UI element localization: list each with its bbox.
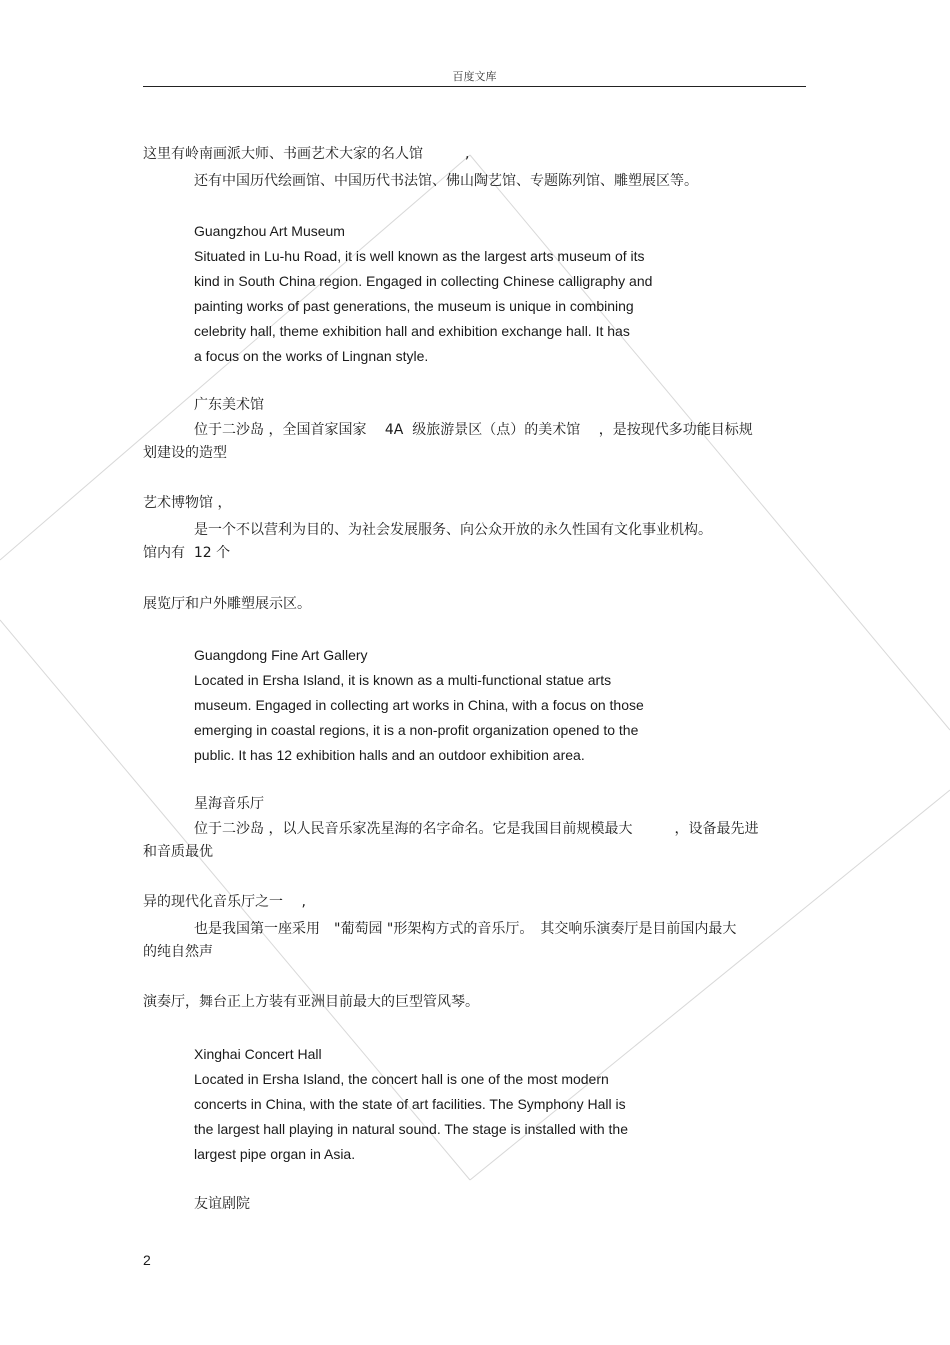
section-title-guangdong-museum: 广东美术馆: [194, 397, 264, 413]
text-line: 位于二沙岛 ，全国首家国家 4A 级旅游景区（点）的美术馆 ，是按现代多功能目标规: [194, 422, 753, 438]
section-title-xinghai-concert-hall: Xinghai Concert Hall: [194, 1046, 322, 1062]
text-line: the largest hall playing in natural sound. The stage is installed with the: [194, 1121, 629, 1137]
text-line: celebrity hall, theme exhibition hall and exhibition exchange hall. It has: [194, 323, 630, 339]
text-line: 的纯自然声: [143, 944, 213, 960]
text-line: emerging in coastal regions, it is a non-profit organization opened to the: [194, 722, 639, 738]
section-title-friendship-theatre: 友谊剧院: [194, 1196, 250, 1212]
text-line: museum. Engaged in collecting art works in China, with a focus on those: [194, 697, 644, 713]
text-line: 是一个不以营利为目的、为社会发展服务、向公众开放的永久性国有文化事业机构。: [194, 522, 712, 538]
text-line: 也是我国第一座采用 "葡萄园 "形架构方式的音乐厅。 其交响乐演奏厅是目前国内最大: [194, 921, 737, 937]
section-title-xinghai-hall: 星海音乐厅: [194, 796, 264, 812]
text-line: Located in Ersha Island, the concert hall is one of the most modern: [194, 1071, 609, 1087]
text-line: Situated in Lu-hu Road, it is well known as the largest arts museum of its: [194, 248, 645, 264]
text-line: 异的现代化音乐厅之一 ,: [143, 894, 306, 910]
text-line: 和音质最优: [143, 844, 213, 860]
text-line: kind in South China region. Engaged in collecting Chinese calligraphy and: [194, 273, 653, 289]
text-line: 展览厅和户外雕塑展示区。: [143, 596, 311, 612]
text-line: 还有中国历代绘画馆、中国历代书法馆、佛山陶艺馆、专题陈列馆、雕塑展区等。: [194, 173, 698, 189]
text-line: concerts in China, with the state of art facilities. The Symphony Hall is: [194, 1096, 626, 1112]
section-title-guangdong-fine-art-gallery: Guangdong Fine Art Gallery: [194, 647, 368, 663]
text-line: 这里有岭南画派大师、书画艺术大家的名人馆 ,: [143, 146, 470, 162]
text-line: Located in Ersha Island, it is known as a multi-functional statue arts: [194, 672, 612, 688]
text-line: a focus on the works of Lingnan style.: [194, 348, 429, 364]
text-line: 演奏厅，舞台正上方装有亚洲目前最大的巨型管风琴。: [143, 994, 479, 1010]
text-line: 艺术博物馆 ，: [143, 495, 232, 511]
text-line: painting works of past generations, the museum is unique in combining: [194, 298, 634, 314]
header-title: 百度文库: [452, 70, 497, 83]
text-line: 划建设的造型: [143, 445, 227, 461]
section-title-guangzhou-art-museum: Guangzhou Art Museum: [194, 223, 345, 239]
text-line: largest pipe organ in Asia.: [194, 1146, 356, 1162]
text-line: public. It has 12 exhibition halls and an outdoor exhibition area.: [194, 747, 585, 763]
header-divider: [143, 86, 806, 87]
text-line: 馆内有 12 个: [143, 545, 231, 561]
page-number: 2: [143, 1252, 151, 1268]
text-line: 位于二沙岛 ，以人民音乐家冼星海的名字命名。它是我国目前规模最大 ，设备最先进: [194, 821, 759, 837]
